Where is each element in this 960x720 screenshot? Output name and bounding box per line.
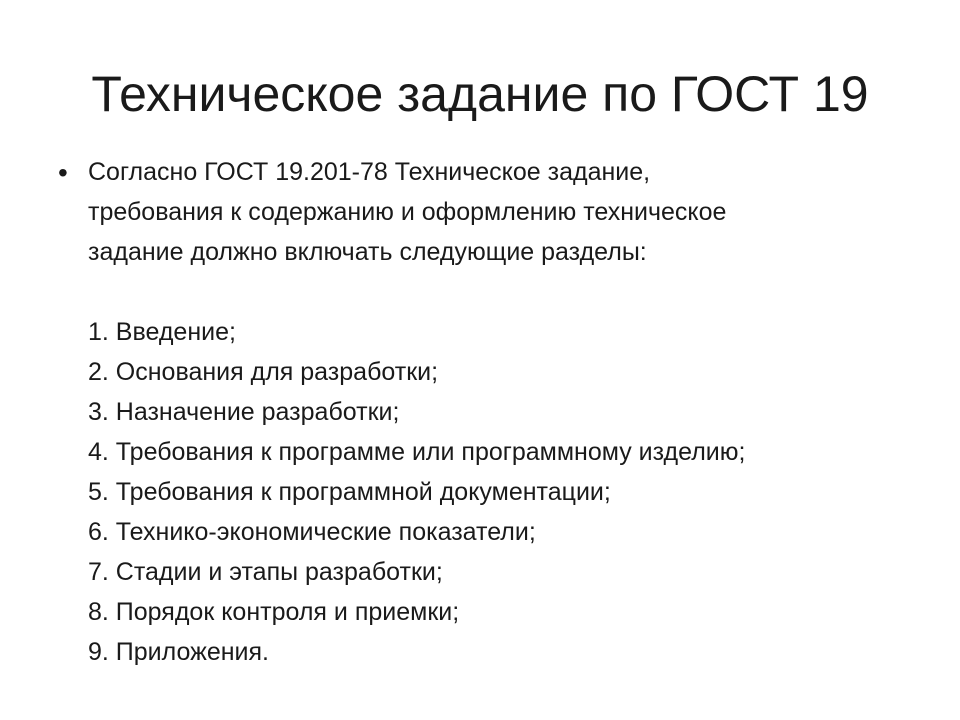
list-item: 5. Требования к программной документации;: [88, 478, 611, 506]
slide-content: [58, 152, 918, 672]
list-item: 8. Порядок контроля и приемки;: [88, 598, 460, 626]
slide-title: Техническое задание по ГОСТ 19: [91, 66, 869, 122]
list-item: 3. Назначение разработки;: [88, 398, 400, 426]
bullet-icon: •: [58, 157, 68, 188]
spacer: [88, 272, 918, 312]
list-item: 9. Приложения.: [88, 638, 270, 666]
list-item: 7. Стадии и этапы разработки;: [88, 558, 443, 586]
list-item: 2. Основания для разработки;: [88, 358, 439, 386]
list-item: 1. Введение;: [88, 318, 236, 346]
list-item: 6. Технико-экономические показатели;: [88, 518, 536, 546]
sections-list: [88, 312, 918, 672]
list-item: 4. Требования к программе или программному изделию;: [88, 438, 746, 466]
intro-paragraph: Согласно ГОСТ 19.201-78 Техническое задание, требования к содержанию и оформлению техническое задание должно включать следующие разделы:: [88, 158, 727, 266]
bullet-item: [58, 152, 918, 672]
